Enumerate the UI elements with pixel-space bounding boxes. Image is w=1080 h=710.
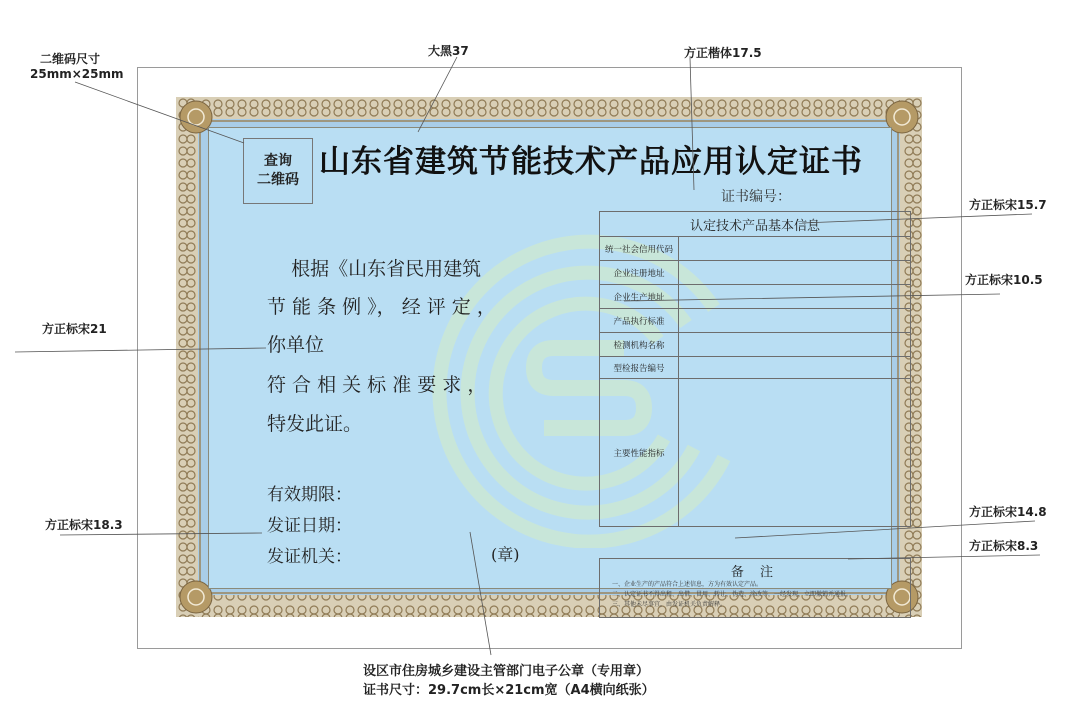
table-label-font-annotation: 方正标宋10.5 xyxy=(965,273,1043,287)
remark-line-3: 三、其他未尽事宜，由发证机关负责解释。 xyxy=(612,601,727,608)
certificate-number-label: 证书编号： xyxy=(721,189,791,205)
title-font-annotation: 大黑37 xyxy=(428,44,469,58)
seal-note-annotation: 设区市住房城乡建设主管部门电子公章（专用章） xyxy=(363,664,650,679)
info-row-value xyxy=(679,333,911,357)
info-table-header: 认定技术产品基本信息 xyxy=(600,212,911,237)
remark-title-font-annotation: 方正标宋14.8 xyxy=(969,505,1047,519)
certificate-title: 山东省建筑节能技术产品应用认定证书 xyxy=(319,144,863,180)
date-font-annotation: 方正标宋18.3 xyxy=(45,518,123,532)
info-row-label: 主要性能指标 xyxy=(600,379,679,527)
qr-line-2: 二维码 xyxy=(257,172,299,188)
qr-size-annotation: 二维码尺寸 xyxy=(40,52,101,66)
qr-line-1: 查询 xyxy=(264,153,292,169)
product-info-table xyxy=(599,211,911,527)
info-row-label: 产品执行标准 xyxy=(600,309,679,333)
certificate-body xyxy=(208,127,892,608)
info-row-label: 企业生产地址 xyxy=(600,285,679,309)
statement-line-1: 根据《山东省民用建筑 xyxy=(267,258,482,280)
info-row-label: 企业注册地址 xyxy=(600,261,679,285)
statement-line-5: 特发此证。 xyxy=(267,413,363,435)
certno-font-annotation: 方正楷体17.5 xyxy=(684,46,762,60)
seal-mark: (章) xyxy=(491,545,520,564)
certificate xyxy=(176,97,922,617)
body-font-annotation: 方正标宋21 xyxy=(42,322,107,336)
info-row-value xyxy=(679,379,911,527)
remarks-box xyxy=(599,558,911,618)
size-note-annotation: 证书尺寸：29.7cm长×21cm宽（A4横向纸张） xyxy=(363,683,655,698)
statement-line-2: 节 能 条 例 》， 经 评 定 ， xyxy=(267,296,496,318)
remark-line-1: 一、企业生产的产品符合上述信息，方为有效认定产品。 xyxy=(612,581,763,588)
table-header-font-annotation: 方正标宋15.7 xyxy=(969,198,1047,212)
qr-code-placeholder xyxy=(243,138,313,204)
info-row-label: 统一社会信用代码 xyxy=(600,237,679,261)
info-row-label: 检测机构名称 xyxy=(600,333,679,357)
remark-line-2: 二、认定证书不得出租、出借、冒用、转让、伪造、涂改等，一经发现，立即撤销并通报。 xyxy=(612,591,853,598)
info-row-value xyxy=(679,285,911,309)
info-row-value xyxy=(679,357,911,379)
qr-size-value-annotation: 25mm×25mm xyxy=(30,67,124,81)
info-row-value xyxy=(679,309,911,333)
info-row-value xyxy=(679,237,911,261)
info-row-label: 型检报告编号 xyxy=(600,357,679,379)
remark-text-font-annotation: 方正标宋8.3 xyxy=(969,539,1039,553)
statement-line-3: 你单位 xyxy=(267,334,325,356)
statement-line-4: 符 合 相 关 标 准 要 求 ， xyxy=(267,374,487,396)
issuer-label: 发证机关： xyxy=(267,547,352,567)
remarks-title: 备 注 xyxy=(730,565,780,580)
info-row-value xyxy=(679,261,911,285)
validity-label: 有效期限： xyxy=(267,485,352,505)
issue-date-label: 发证日期： xyxy=(267,516,352,536)
